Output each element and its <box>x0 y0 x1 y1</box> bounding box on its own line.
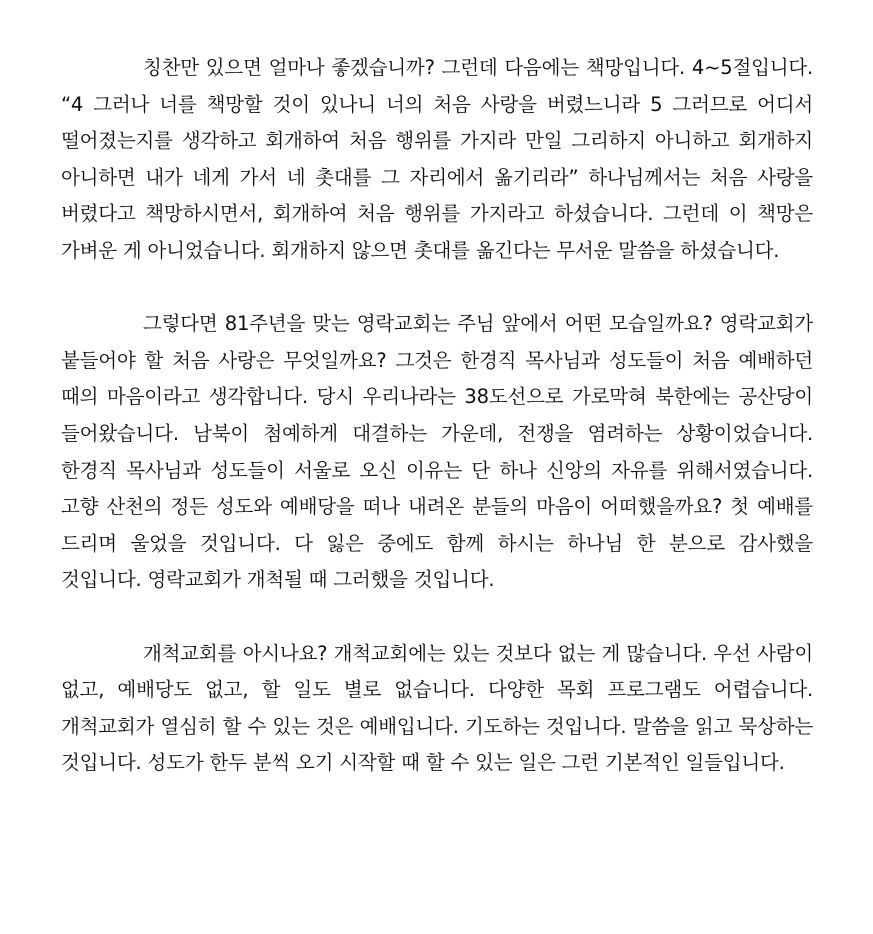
document-body <box>61 50 813 782</box>
paragraph-3: 개척교회를 아시나요? 개척교회에는 있는 것보다 없는 게 많습니다. 우선 사람이 없고, 예배당도 없고, 할 일도 별로 없습니다. 다양한 목회 프로그램도 어렵습니다. 개척교회가 열심히 할 수 있는 것은 예배입니다. 기도하는 것입니다. 말씀을 읽고 묵상하는 것입니다. 성도가 한두 분씩 오기 시작할 때 할 수 있는 일은 그런 기본적인 일들입니다. <box>61 641 813 775</box>
paragraph-2: 그렇다면 81주년을 맞는 영락교회는 주님 앞에서 어떤 모습일까요? 영락교회가 붙들어야 할 처음 사랑은 무엇일까요? 그것은 한경직 목사님과 성도들이 처음 예배하던 때의 마음이라고 생각합니다. 당시 우리나라는 38도선으로 가로막혀 북한에는 공산당이 들어왔습니다. 남북이 첨예하게 대결하는 가운데, 전쟁을 염려하는 상황이었습니다. 한경직 목사님과 성도들이 서울로 오신 이유는 단 하나 신앙의 자유를 위해서였습니다. 고향 산천의 정든 성도와 예배당을 떠나 내려온 분들의 마음이 어떠했을까요? 첫 예배를 드리며 울었을 것입니다. 다 잃은 중에도 함께 하시는 하나님 한 분으로 감사했을 것입니다. 영락교회가 개척될 때 그러했을 것입니다. <box>61 312 813 592</box>
paragraph-1: 칭찬만 있으면 얼마나 좋겠습니까? 그런데 다음에는 책망입니다. 4~5절입니다. “4 그러나 너를 책망할 것이 있나니 너의 처음 사랑을 버렸느니라 5 그러므로 어디서 떨어졌는지를 생각하고 회개하여 처음 행위를 가지라 만일 그리하지 아니하고 회개하지 아니하면 내가 네게 가서 네 촛대를 그 자리에서 옮기리라” 하나님께서는 처음 사랑을 버렸다고 책망하시면서, 회개하여 처음 행위를 가지라고 하셨습니다. 그런데 이 책망은 가벼운 게 아니었습니다. 회개하지 않으면 촛대를 옮긴다는 무서운 말씀을 하셨습니다. <box>61 56 813 262</box>
